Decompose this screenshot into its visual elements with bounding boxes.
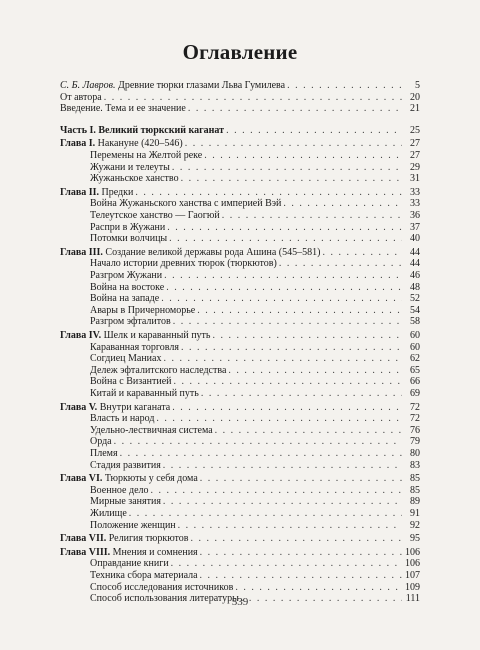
toc-entry: [60, 187, 420, 199]
toc-entry-title: Тюркюты у себя дома: [102, 473, 198, 485]
toc-entry: [60, 533, 420, 545]
toc-entry: [60, 173, 420, 185]
toc-entry-page: 107: [405, 570, 420, 581]
toc-entry: [60, 125, 420, 137]
toc-entry-page: 33: [410, 186, 420, 198]
toc-entry-page: 27: [410, 138, 420, 150]
toc-leader-dots: [173, 316, 402, 328]
toc-leader-dots: [169, 233, 402, 245]
toc-entry: [60, 293, 420, 305]
toc-leader-dots: [201, 388, 402, 400]
toc-leader-dots: [200, 570, 402, 582]
toc-leader-dots: [163, 496, 402, 508]
toc-leader-dots: [156, 413, 402, 425]
toc-entry-title: Война на западе: [90, 293, 160, 305]
toc-entry-title: Разгром эфталитов: [90, 316, 171, 328]
toc-entry: [60, 282, 420, 294]
toc-entry-title: Жужаньское ханство: [90, 173, 179, 185]
toc-entry-title: Жужани и телеуты: [90, 161, 170, 173]
toc-entry-title: Положение женщин: [90, 519, 176, 531]
toc-entry: [60, 508, 420, 520]
toc-entry: [60, 92, 420, 104]
toc-entry: [60, 138, 420, 150]
toc-leader-dots: [212, 330, 402, 342]
toc-leader-dots: [322, 247, 402, 259]
toc-leader-dots: [135, 187, 402, 199]
toc-entry-label: Часть I.: [60, 124, 96, 136]
toc-entry-page: 89: [410, 496, 420, 508]
toc-entry: [60, 80, 420, 92]
toc-entry-page: 40: [410, 233, 420, 245]
toc-entry-title: Распри в Жужани: [90, 221, 166, 233]
toc-entry-title: Война Жужаньского ханства с империей Вэй: [90, 198, 282, 210]
toc-entry-page: 109: [405, 581, 420, 593]
page-title: Оглавление: [182, 40, 298, 64]
toc-entry-label: Глава VIII.: [60, 546, 111, 558]
toc-entry-title: Древние тюрки глазами Льва Гумилева: [115, 80, 286, 91]
toc-entry-label: Глава III.: [60, 246, 103, 258]
toc-entry: [60, 485, 420, 497]
toc-entry-title: Мнения и сомнения: [110, 546, 198, 558]
toc-leader-dots: [163, 353, 402, 365]
toc-entry-title: Стадия развития: [90, 459, 161, 471]
toc-leader-dots: [279, 258, 402, 270]
toc-entry-author: С. Б. Лавров.: [60, 80, 116, 91]
toc-leader-dots: [235, 582, 402, 594]
toc-entry-page: 29: [410, 161, 420, 173]
toc-entry-page: 21: [410, 103, 420, 115]
toc-entry-title: Накануне (420–546): [95, 138, 183, 150]
toc-entry-page: 37: [410, 221, 420, 233]
toc-leader-dots: [197, 305, 402, 317]
toc-leader-dots: [222, 210, 402, 222]
toc-leader-dots: [171, 558, 402, 570]
toc-entry: [60, 376, 420, 388]
toc-entry-label: Глава IV.: [60, 330, 102, 341]
toc-entry: [60, 436, 420, 448]
toc-entry: [60, 305, 420, 317]
toc-entry: [60, 558, 420, 570]
toc-entry-title: Оправдание книги: [90, 558, 169, 570]
toc-entry: [60, 402, 420, 414]
toc-entry-title: Китай и караванный путь: [90, 388, 199, 399]
toc-entry-title: Великий тюркский каганат: [95, 124, 225, 136]
toc-entry: [60, 247, 420, 259]
toc-entry-title: Согдиец Маниах: [90, 353, 162, 365]
toc-entry-page: 76: [410, 424, 420, 436]
toc-entry-page: 31: [410, 173, 420, 185]
toc-entry-title: Способ исследования источников: [90, 581, 234, 593]
toc-entry: [60, 570, 420, 582]
toc-entry-title: Удельно-лествичная система: [90, 424, 213, 436]
toc-entry: [60, 330, 420, 342]
toc-leader-dots: [178, 520, 402, 532]
toc-entry-page: 66: [410, 376, 420, 388]
toc-entry-page: 91: [410, 508, 420, 519]
toc-entry: [60, 547, 420, 559]
toc-entry-title: Религия тюркютов: [106, 533, 189, 545]
toc-entry-page: 60: [410, 341, 420, 353]
toc-entry: [60, 198, 420, 210]
toc-leader-dots: [129, 508, 402, 520]
toc-entry: [60, 473, 420, 485]
toc-entry: [60, 222, 420, 234]
toc-leader-dots: [172, 402, 402, 414]
toc-entry: [60, 270, 420, 282]
toc-entry-page: 52: [410, 293, 420, 305]
toc-entry-page: 36: [410, 210, 420, 221]
toc-leader-dots: [104, 92, 402, 104]
toc-leader-dots: [161, 293, 402, 305]
toc-entry-page: 106: [405, 546, 420, 558]
toc-entry-title: Телеутское ханство — Гаогюй: [90, 210, 220, 221]
toc-entry-page: 111: [405, 593, 420, 605]
toc-entry: [60, 413, 420, 425]
toc-entry-page: 54: [410, 304, 420, 316]
toc-leader-dots: [151, 485, 402, 497]
toc-entry: [60, 316, 420, 328]
toc-entry-page: 20: [410, 91, 420, 103]
toc-entry-title: Война на востоке: [90, 281, 165, 293]
toc-leader-dots: [181, 342, 402, 354]
toc-entry-title: Разгром Жужани: [90, 270, 163, 281]
page-number: 539: [231, 596, 249, 608]
toc-leader-dots: [228, 365, 402, 377]
toc-entry-title: Внутри каганата: [97, 401, 171, 413]
toc-entry-page: 58: [410, 316, 420, 328]
toc-leader-dots: [200, 547, 402, 559]
toc-entry-page: 72: [410, 413, 420, 425]
toc-entry: [60, 210, 420, 222]
toc-entry-page: 27: [410, 150, 420, 161]
toc-entry: [60, 496, 420, 508]
toc-entry-page: 62: [410, 353, 420, 365]
toc-entry-page: 44: [410, 246, 420, 258]
toc-entry-page: 46: [410, 270, 420, 281]
toc-entry-page: 44: [410, 258, 420, 270]
toc-leader-dots: [167, 222, 402, 234]
toc-leader-dots: [287, 80, 402, 92]
toc-leader-dots: [226, 125, 402, 137]
toc-leader-dots: [204, 150, 402, 162]
toc-entry: [60, 233, 420, 245]
toc-entry-title: Война с Византией: [90, 376, 172, 388]
toc-entry: [60, 162, 420, 174]
toc-entry-title: Способ использования литературы: [90, 593, 239, 605]
toc-entry-page: 60: [410, 330, 420, 341]
toc-entry-title: Военное дело: [90, 484, 149, 496]
toc-entry-label: Глава I.: [60, 138, 96, 150]
toc-entry-title: Авары в Причерноморье: [90, 304, 196, 316]
toc-leader-dots: [114, 436, 402, 448]
toc-leader-dots: [200, 473, 402, 485]
toc-entry-page: 85: [410, 473, 420, 485]
toc-entry-title: Перемены на Желтой реке: [90, 150, 203, 161]
toc-entry-title: Потомки волчицы: [90, 233, 168, 245]
toc-entry-page: 79: [410, 436, 420, 448]
toc-leader-dots: [164, 270, 402, 282]
toc-leader-dots: [181, 173, 402, 185]
toc-entry-title: Техника сбора материала: [90, 570, 198, 581]
toc-entry-label: Глава II.: [60, 186, 100, 198]
toc-entry-title: Начало истории древних тюрок (тюркютов): [90, 258, 277, 270]
toc-leader-dots: [172, 162, 402, 174]
toc-entry-label: Глава V.: [60, 401, 98, 413]
toc-entry-page: 69: [410, 388, 420, 399]
toc-entry-page: 72: [410, 401, 420, 413]
toc-leader-dots: [166, 282, 402, 294]
toc-leader-dots: [174, 376, 402, 388]
toc-entry-page: 48: [410, 281, 420, 293]
toc-entry-label: Глава VII.: [60, 533, 107, 545]
toc-leader-dots: [283, 198, 402, 210]
toc-entry-page: 65: [410, 364, 420, 376]
toc-entry-title: Власть и народ: [90, 413, 155, 425]
toc-entry: [60, 388, 420, 400]
toc-leader-dots: [163, 460, 402, 472]
toc-leader-dots: [188, 103, 402, 115]
toc-entry-page: 5: [415, 80, 420, 91]
toc-entry: [60, 342, 420, 354]
toc-entry: [60, 582, 420, 594]
toc-entry: [60, 448, 420, 460]
toc-entry: [60, 353, 420, 365]
toc-entry-page: 92: [410, 519, 420, 531]
toc-leader-dots: [185, 138, 402, 150]
toc-entry: [60, 103, 420, 115]
toc-leader-dots: [215, 425, 402, 437]
toc-leader-dots: [191, 533, 402, 545]
toc-entry: [60, 425, 420, 437]
toc-entry-title: Караванная торговля: [90, 341, 179, 353]
toc-entry-page: 80: [410, 448, 420, 459]
toc-entry-page: 85: [410, 484, 420, 496]
toc-entry-page: 33: [410, 198, 420, 210]
toc-entry: [60, 520, 420, 532]
toc-entry-title: Предки: [99, 186, 134, 198]
toc-entry-page: 106: [405, 558, 420, 570]
toc-entry-title: Племя: [90, 448, 118, 459]
toc-entry-title: Создание великой державы рода Ашина (545–581): [102, 246, 321, 258]
toc-entry-title: Жилище: [90, 508, 127, 519]
toc-entry-page: 95: [410, 533, 420, 545]
toc-entry-title: Введение. Тема и ее значение: [60, 103, 186, 115]
toc-entry-title: Шелк и караванный путь: [101, 330, 211, 341]
toc-entry: [60, 258, 420, 270]
toc-entry-label: Глава VI.: [60, 473, 103, 485]
toc-entry-title: От автора: [60, 91, 102, 103]
toc-entry: [60, 365, 420, 377]
toc-entry: [60, 460, 420, 472]
toc-entry-title: Орда: [90, 436, 112, 448]
toc-entry-page: 25: [410, 124, 420, 136]
toc-entry-title: Дележ эфталитского наследства: [90, 364, 227, 376]
toc-leader-dots: [120, 448, 402, 460]
toc-entry: [60, 150, 420, 162]
toc-entry-title: Мирные занятия: [90, 496, 161, 508]
toc-entry-page: 83: [410, 459, 420, 471]
